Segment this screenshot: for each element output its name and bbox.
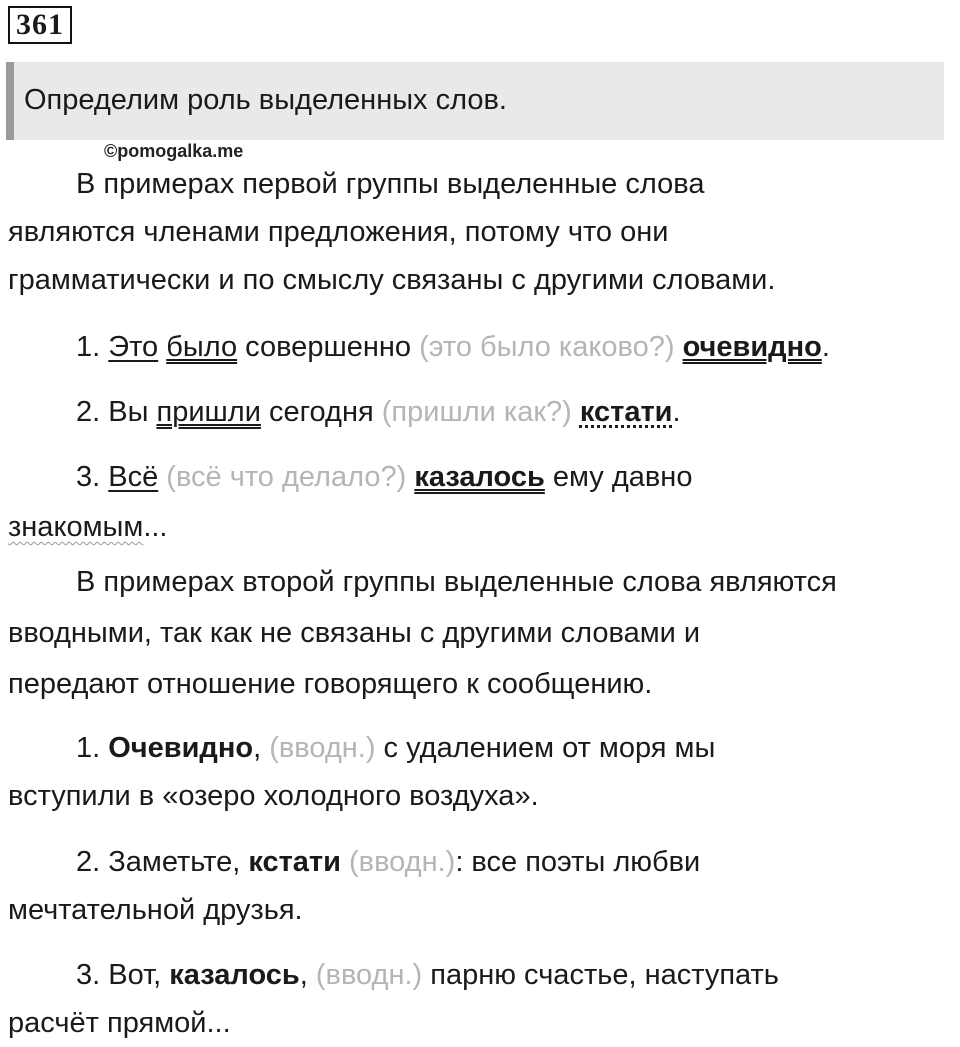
task-instruction-banner — [6, 62, 944, 140]
plain-text: совершенно — [237, 331, 420, 363]
group2-example-1 — [76, 731, 715, 765]
punctuation: . — [821, 331, 830, 363]
punctuation: , — [299, 959, 316, 991]
predicate-word: было — [166, 331, 238, 363]
task-instruction: Определим роль выделенных слов. — [24, 84, 507, 116]
group2-intro-line-2: вводными, так как не связаны с другими словами и — [8, 617, 701, 649]
highlighted-word: Очевидно — [108, 732, 254, 764]
group2-example-2-line-2: мечтательной друзья. — [8, 894, 303, 926]
highlighted-word: казалось — [169, 959, 300, 991]
highlighted-word: казалось — [414, 461, 545, 493]
plain-text: ему давно — [544, 461, 693, 493]
note-hint: (вводн.) — [315, 959, 423, 991]
task-number: 361 — [8, 6, 72, 44]
example-number: 3. Вот, — [76, 959, 170, 991]
note-hint: (вводн.) — [349, 846, 456, 878]
group2-example-1-line-2: вступили в «озеро холодного воздуха». — [8, 780, 539, 812]
group1-intro-line-3: грамматически и по смыслу связаны с другими словами. — [8, 264, 776, 296]
group1-example-3 — [76, 460, 692, 494]
example-number: 1. — [76, 331, 109, 363]
question-hint: (всё что делало?) — [166, 461, 407, 493]
group2-example-3 — [76, 958, 779, 992]
group1-example-2 — [76, 395, 681, 429]
note-hint: (вводн.) — [269, 732, 376, 764]
punctuation: , — [253, 732, 270, 764]
example-number: 1. — [76, 732, 109, 764]
group1-intro-line-1: В примерах первой группы выделенные слова — [76, 168, 705, 200]
plain-text: с удалением от моря мы — [375, 732, 716, 764]
highlighted-word: кстати — [579, 396, 673, 428]
punctuation: ... — [143, 511, 168, 543]
plain-text: парню счастье, наступать — [422, 959, 779, 991]
group1-intro-line-2: являются членами предложения, потому что они — [8, 216, 669, 248]
group2-intro-line-3: передают отношение говорящего к сообщению. — [8, 668, 653, 700]
group2-example-2 — [76, 845, 700, 879]
highlighted-word: кстати — [248, 846, 341, 878]
group2-example-3-line-2: расчёт прямой... — [8, 1007, 231, 1039]
plain-text: сегодня — [260, 396, 382, 428]
question-hint: (пришли как?) — [381, 396, 572, 428]
group1-example-1 — [76, 330, 830, 364]
example-number: 2. Вы — [76, 396, 157, 428]
predicate-word: знакомым — [8, 511, 144, 543]
punctuation: . — [672, 396, 681, 428]
group1-example-3-line-2 — [8, 510, 167, 544]
watermark: ©pomogalka.me — [104, 141, 244, 161]
question-hint: (это было каково?) — [419, 331, 675, 363]
group2-intro-line-1: В примерах второй группы выделенные слова являются — [76, 566, 837, 598]
example-number: 2. Заметьте, — [76, 846, 249, 878]
plain-text: : все поэты любви — [455, 846, 701, 878]
predicate-word: пришли — [156, 396, 261, 428]
subject-word: Всё — [108, 461, 159, 493]
highlighted-word: очевидно — [682, 331, 822, 363]
example-number: 3. — [76, 461, 109, 493]
subject-word: Это — [108, 331, 159, 363]
